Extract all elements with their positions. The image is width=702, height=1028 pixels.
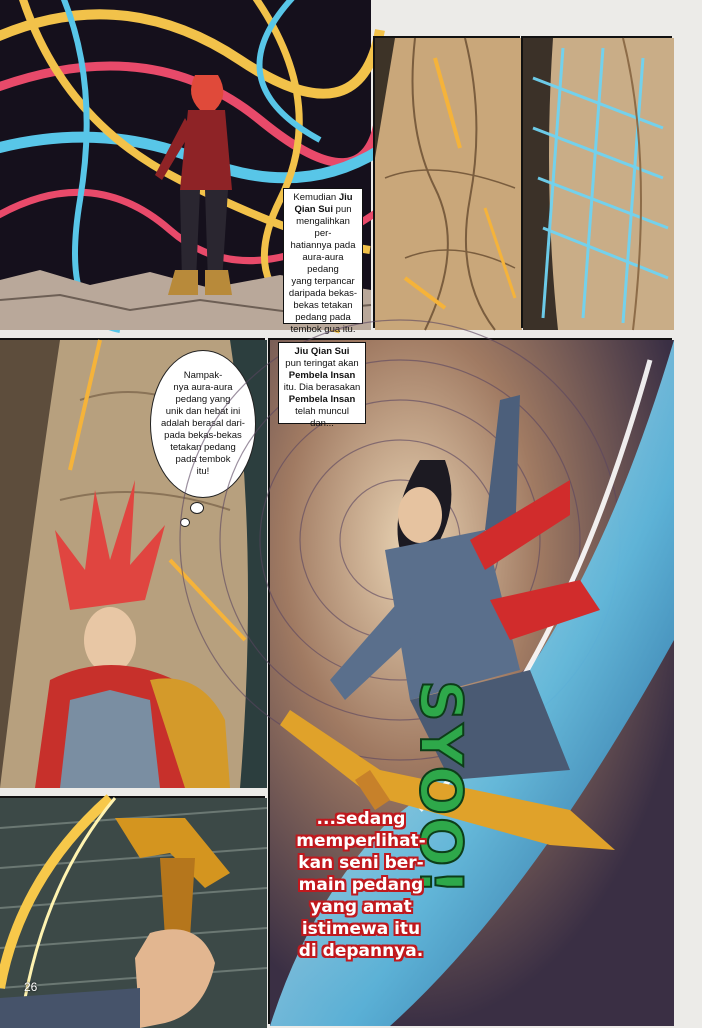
- page-number: 26: [24, 980, 38, 994]
- caption-line: tembok gua itu.: [290, 324, 356, 335]
- narration-line: kan seni ber-: [298, 853, 424, 873]
- caption-line: Kemudian: [293, 192, 339, 203]
- panel-5: [268, 338, 672, 1024]
- panel-1: [0, 0, 369, 335]
- narration-line: memperlihat-: [296, 831, 426, 851]
- thought-line: pedang yang: [175, 394, 231, 405]
- narration-caption: [283, 188, 363, 335]
- narration-line: yang amat: [310, 897, 412, 917]
- panel-4: [0, 338, 265, 786]
- sword-hilt-art: [0, 798, 267, 1028]
- thought-line: adalah berasal dari-: [161, 418, 245, 429]
- caption-line: pun teringat akan: [285, 358, 359, 369]
- caption-line: daripada bekas-: [288, 288, 358, 299]
- glowing-cut-marks-art: [523, 38, 674, 330]
- narration-line: ...sedang: [316, 809, 406, 829]
- caption-line: aura-aura pedang: [302, 252, 344, 275]
- thought-bubble: [150, 350, 256, 498]
- narration-caption: [278, 342, 366, 429]
- character-name: Qian Sui: [294, 204, 334, 215]
- caption-line: yang terpancar: [291, 276, 355, 287]
- panel-2: [373, 36, 520, 328]
- narration-text: [276, 808, 446, 962]
- thought-line: nya aura-aura: [173, 382, 233, 393]
- thought-line: Nampak-: [183, 370, 223, 381]
- thought-line: pada tembok: [175, 454, 231, 465]
- panel-3: [521, 36, 672, 328]
- thought-line: unik dan hebat ini: [165, 406, 241, 417]
- caption-line: telah muncul dan...: [295, 406, 349, 429]
- caption-line: hatiannya pada: [290, 240, 356, 251]
- caption-line: bekas tetakan: [293, 300, 353, 311]
- thought-line: pada bekas-bekas: [164, 430, 242, 441]
- caption-line: pun: [333, 204, 352, 215]
- character-name: Jiu: [338, 192, 353, 203]
- caption-line: pedang pada: [295, 312, 351, 323]
- thought-line: itu!: [196, 466, 210, 477]
- rock-wall-art: [375, 38, 522, 330]
- caption-line: mengalihkan per-: [296, 216, 350, 239]
- caption-line: itu. Dia berasakan: [283, 382, 361, 393]
- narration-line: istimewa itu: [301, 919, 421, 939]
- character-name: Pembela Insan: [288, 370, 356, 381]
- panel-6: [0, 796, 265, 1026]
- character-name: Pembela Insan: [288, 394, 356, 405]
- thought-bubble-tail: [190, 502, 204, 514]
- narration-line: main pedang: [298, 875, 424, 895]
- thought-line: tetakan pedang: [170, 442, 236, 453]
- sound-effect: SYOO!: [407, 680, 475, 897]
- character-name: Jiu Qian Sui: [294, 346, 350, 357]
- narration-line: di depannya.: [298, 941, 424, 961]
